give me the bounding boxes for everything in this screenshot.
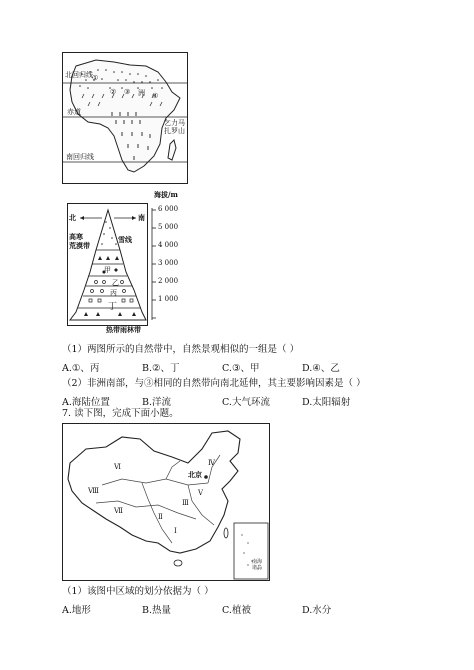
- region-7-label: Ⅶ: [114, 507, 124, 515]
- south-tropic-label: 南回归线: [66, 153, 94, 161]
- base-zone-label: 热带雨林带: [106, 325, 141, 334]
- q2-option-b[interactable]: B.洋流: [142, 397, 172, 408]
- q7-1-option-d[interactable]: D.水分: [302, 605, 332, 616]
- belt-2-label: ②: [110, 88, 117, 96]
- beijing-marker: [204, 475, 208, 479]
- tick-1000: 1 000: [158, 295, 179, 303]
- q2-option-d[interactable]: D.太阳辐射: [302, 397, 351, 408]
- region-2-label: Ⅱ: [158, 513, 163, 521]
- equator-label: 赤道: [67, 108, 81, 116]
- tick-4000: 4 000: [158, 241, 179, 249]
- tick-2000: 2 000: [158, 277, 179, 285]
- question-7-text: 7. 读下图，完成下面小题。: [62, 408, 179, 419]
- tick-6000: 6 000: [158, 205, 179, 213]
- snow-line-label: 雪线: [118, 235, 132, 244]
- south-label: 南: [138, 213, 145, 222]
- q7-1-option-a[interactable]: A.地形: [62, 605, 91, 616]
- south-china-sea-inset: [234, 523, 268, 579]
- kilimanjaro-label: 乞力马扎罗山: [164, 119, 185, 135]
- taiwan-island: [224, 528, 228, 538]
- q1-option-d[interactable]: D.④、乙: [302, 363, 340, 374]
- zone-yi-label: 乙: [112, 279, 119, 287]
- inset-label: 南海 诸岛: [252, 559, 263, 571]
- region-1-label: Ⅰ: [174, 527, 177, 535]
- q7-1-option-c[interactable]: C.植被: [222, 605, 251, 616]
- q7-1-option-b[interactable]: B.热量: [142, 605, 172, 616]
- q1-option-a[interactable]: A.①、丙: [62, 363, 100, 374]
- north-label: 北: [69, 213, 76, 222]
- high-cold-desert-label: 高寒 荒漠带: [69, 232, 90, 250]
- zone-jia-label: 甲: [104, 266, 111, 274]
- q2-option-c[interactable]: C.大气环流: [222, 397, 270, 408]
- q2-option-a[interactable]: A.海陆位置: [62, 397, 110, 408]
- beijing-label: 北京: [188, 470, 202, 479]
- region-4-label: Ⅳ: [208, 459, 215, 467]
- belt-3-label: ③: [124, 88, 131, 96]
- q1-option-b[interactable]: B.②、丁: [142, 363, 180, 374]
- belt-4-label: ④: [152, 92, 159, 100]
- china-map-svg: [62, 423, 270, 581]
- africa-map: [62, 52, 188, 184]
- region-3-label: Ⅲ: [182, 499, 189, 507]
- hainan-island: [174, 560, 182, 566]
- china-map: [62, 423, 270, 581]
- belt-1-label: ①: [92, 74, 99, 82]
- q1-option-c[interactable]: C.③、甲: [222, 363, 260, 374]
- question-1-text: （1）两图所示的自然带中，自然景观相似的一组是（ ）: [62, 344, 300, 355]
- tick-3000: 3 000: [158, 259, 179, 267]
- mountain-diagram: [62, 188, 190, 338]
- zone-bing-label: 丙: [110, 289, 117, 297]
- question-7-1-text: （1）该图中区域的划分依据为（ ）: [62, 586, 214, 597]
- region-8-label: Ⅷ: [88, 487, 100, 495]
- region-6-label: Ⅵ: [114, 463, 122, 471]
- altitude-title: 海拔/m: [154, 190, 178, 199]
- question-2-text: （2）非洲南部，与③相同的自然带向南北延伸，其主要影响因素是（ ）: [62, 378, 366, 389]
- north-tropic-label: 北回归线: [65, 71, 93, 79]
- zone-ding-label: 丁: [108, 302, 118, 312]
- region-5-label: Ⅴ: [198, 489, 204, 497]
- continent-mid-label: 洲: [138, 89, 145, 97]
- tick-5000: 5 000: [158, 223, 179, 231]
